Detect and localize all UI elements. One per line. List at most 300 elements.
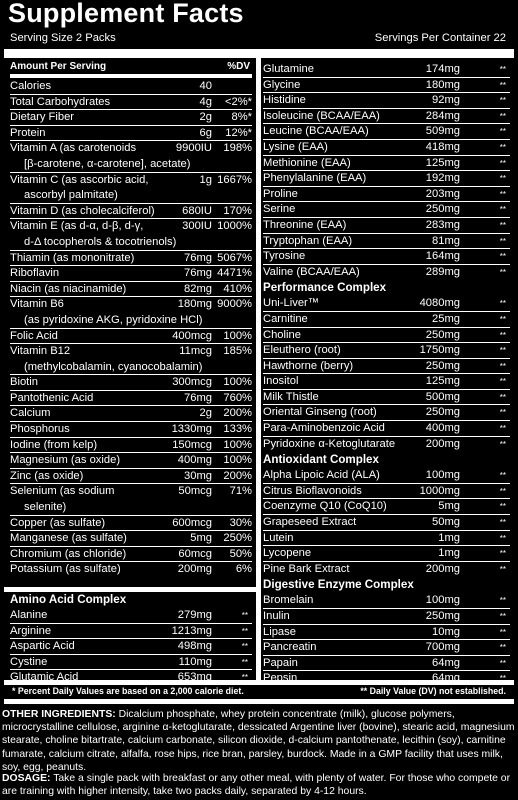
nutrient-name: Glutamic Acid (10, 671, 79, 684)
nutrient-amount: 1330mg (171, 423, 212, 436)
nutrient-amount: 100mg (425, 469, 460, 482)
nutrient-daily-value: ** (241, 626, 248, 636)
nutrient-daily-value: ** (499, 111, 506, 121)
nutrient-row (263, 531, 510, 547)
nutrient-daily-value: ** (499, 252, 506, 262)
nutrient-amount: 64mg (432, 656, 460, 669)
nutrient-amount: 400mg (177, 454, 212, 467)
nutrient-daily-value: 200% (223, 407, 252, 420)
nutrient-name: Copper (as sulfate) (10, 516, 106, 529)
nutrient-name: Papain (263, 656, 298, 669)
nutrient-row (263, 249, 510, 265)
nutrient-daily-value: 5067% (217, 251, 252, 264)
nutrient-name: Uni-Liver™ (263, 297, 319, 310)
nutrient-row (263, 625, 510, 641)
nutrient-amount: 200mg (177, 563, 212, 576)
dosage (2, 772, 516, 798)
nutrient-name: Valine (BCAA/EAA) (263, 265, 360, 278)
nutrient-row (10, 375, 252, 391)
nutrient-name: Riboflavin (10, 267, 60, 280)
nutrient-name-continued: d-Δ tocopherols & tocotrienols) (24, 235, 177, 248)
nutrient-daily-value: 760% (223, 391, 252, 404)
nutrient-amount: 50mcg (178, 485, 212, 498)
antioxidant-list (263, 468, 510, 577)
nutrient-amount: 1000mg (419, 484, 460, 497)
nutrient-amount: 64mg (432, 672, 460, 685)
nutrient-row (10, 79, 252, 95)
nutrient-row (10, 469, 252, 485)
nutrient-name: Citrus Bioflavonoids (263, 484, 362, 497)
nutrient-row (10, 110, 252, 126)
nutrient-daily-value: ** (499, 439, 506, 449)
nutrient-daily-value: 170% (223, 204, 252, 217)
nutrient-name: Grapeseed Extract (263, 516, 357, 529)
nutrient-amount: 2g (199, 111, 212, 124)
nutrient-name: Biotin (10, 376, 38, 389)
nutrient-name: Chromium (as chloride) (10, 547, 127, 560)
antioxidant-section-title: Antioxidant Complex (263, 453, 379, 467)
amount-header (10, 59, 252, 74)
nutrient-row (10, 219, 252, 250)
right-column (263, 62, 510, 687)
nutrient-name: Leucine (BCAA/EAA) (263, 125, 369, 138)
other-ingredients-label: OTHER INGREDIENTS: (2, 709, 116, 720)
nutrient-row (10, 391, 252, 407)
nutrient-amount: 76mg (184, 251, 212, 264)
nutrient-row (10, 204, 252, 220)
nutrient-daily-value: ** (499, 330, 506, 340)
page-title: Supplement Facts (8, 0, 244, 28)
left-column (10, 59, 252, 686)
nutrient-amount: 76mg (184, 391, 212, 404)
footer-divider (4, 699, 514, 704)
nutrient-row (263, 671, 510, 687)
nutrient-row (263, 468, 510, 484)
dv-header-label: %DV (227, 61, 250, 72)
nutrient-name: Magnesium (as oxide) (10, 454, 121, 467)
nutrient-row (10, 344, 252, 375)
nutrient-row (263, 265, 510, 281)
nutrient-name: Inositol (263, 375, 299, 388)
nutrient-name: Alpha Lipoic Acid (ALA) (263, 469, 380, 482)
nutrient-row (263, 234, 510, 250)
nutrient-row (263, 328, 510, 344)
nutrient-amount: 498mg (177, 640, 212, 653)
nutrient-amount: 250mg (425, 610, 460, 622)
nutrient-amount: 92mg (432, 94, 460, 107)
nutrient-row (263, 140, 510, 156)
footnote-percent-dv: * Percent Daily Values are based on a 2,000 calorie diet. (12, 686, 244, 696)
nutrient-daily-value: 6% (235, 563, 252, 576)
nutrient-row (263, 93, 510, 109)
nutrient-name: Isoleucine (BCAA/EAA) (263, 109, 380, 122)
nutrient-name: Protein (10, 126, 46, 139)
performance-section-title: Performance Complex (263, 281, 387, 295)
nutrient-daily-value: ** (499, 174, 506, 184)
nutrient-daily-value: ** (499, 549, 506, 559)
nutrient-daily-value: 100% (223, 329, 252, 342)
nutrient-amount: 1750mg (419, 344, 460, 357)
nutrient-row (263, 187, 510, 203)
nutrient-name: Glycine (263, 78, 301, 91)
nutrient-daily-value: 30% (229, 516, 252, 529)
nutrient-name: Glutamine (263, 63, 314, 75)
nutrient-name: Arginine (10, 624, 52, 637)
nutrient-daily-value: ** (499, 158, 506, 168)
nutrient-row (263, 343, 510, 359)
nutrient-amount: 250mg (425, 359, 460, 372)
nutrient-daily-value: 100% (223, 454, 252, 467)
nutrient-row (263, 218, 510, 234)
enzyme-list (263, 593, 510, 687)
nutrient-name: Proline (263, 187, 298, 200)
nutrient-daily-value: ** (241, 611, 248, 620)
nutrient-row (10, 95, 252, 111)
nutrient-name-continued: [β-carotene, α-carotene], acetate) (24, 157, 191, 170)
nutrient-name: Manganese (as sulfate) (10, 532, 127, 545)
nutrient-row (10, 282, 252, 298)
nutrient-name: Bromelain (263, 594, 314, 607)
nutrient-amount: 500mg (425, 390, 460, 403)
nutrient-daily-value: 71% (229, 485, 252, 498)
nutrient-amount: 11mcg (179, 345, 212, 358)
nutrient-row (10, 453, 252, 469)
nutrient-amount: 300IU (182, 220, 212, 233)
nutrient-row (263, 78, 510, 94)
performance-list (263, 296, 510, 452)
nutrient-amount: 700mg (425, 641, 460, 654)
nutrient-amount: 180mg (425, 78, 460, 91)
nutrient-daily-value: ** (499, 346, 506, 356)
nutrient-amount: 50mg (432, 516, 460, 529)
nutrient-name: Dietary Fiber (10, 111, 75, 124)
nutrient-row (263, 593, 510, 609)
nutrient-name: Cystine (10, 655, 48, 668)
nutrient-name-continued: ascorbyl palmitate) (24, 189, 118, 202)
nutrient-amount: 400mcg (172, 329, 212, 342)
nutrient-row (263, 562, 510, 578)
nutrient-name: Para-Aminobenzoic Acid (263, 422, 385, 435)
nutrient-amount: 76mg (184, 267, 212, 280)
nutrient-name: Tyrosine (263, 250, 306, 263)
nutrient-amount: 150mcg (172, 438, 212, 451)
nutrient-amount: 180mg (177, 298, 212, 311)
nutrient-amount: 81mg (432, 234, 460, 247)
nutrient-name: Hawthorne (berry) (263, 359, 354, 372)
nutrient-daily-value: 12%* (225, 126, 252, 139)
nutrient-row (263, 312, 510, 328)
nutrient-daily-value: ** (499, 392, 506, 402)
nutrient-daily-value: 185% (223, 345, 252, 358)
nutrient-row (263, 656, 510, 672)
amino-divider (4, 587, 256, 592)
nutrient-row (263, 296, 510, 312)
nutrient-amount: 25mg (432, 312, 460, 325)
nutrient-row (263, 421, 510, 437)
amino-list-continued (263, 62, 510, 280)
nutrient-daily-value: ** (499, 612, 506, 621)
dosage-label: DOSAGE: (2, 773, 51, 784)
enzyme-section-title: Digestive Enzyme Complex (263, 578, 414, 592)
nutrient-name: Thiamin (as mononitrate) (10, 251, 135, 264)
nutrient-amount: 100mg (425, 594, 460, 607)
nutrient-name: Potassium (as sulfate) (10, 563, 121, 576)
nutrient-amount: 653mg (177, 671, 212, 684)
nutrient-amount: 250mg (425, 328, 460, 341)
nutrient-daily-value: ** (499, 643, 506, 653)
nutrient-amount: 1mg (438, 547, 460, 560)
nutrient-name: Pyridoxine α-Ketoglutarate (263, 437, 396, 450)
nutrient-name: Histidine (263, 94, 306, 107)
nutrient-name: Pancreatin (263, 641, 317, 654)
section-spacer (10, 578, 252, 587)
amino-section-title: Amino Acid Complex (10, 593, 127, 606)
nutrient-amount: 164mg (425, 250, 460, 263)
nutrient-daily-value: ** (499, 299, 506, 309)
nutrient-row (263, 484, 510, 500)
nutrient-amount: 192mg (425, 172, 460, 185)
nutrient-name: Phenylalanine (EAA) (263, 172, 367, 185)
nutrient-name: Vitamin B12 (10, 345, 71, 358)
nutrient-daily-value: 410% (223, 282, 252, 295)
nutrient-row (263, 359, 510, 375)
nutrient-amount: 30mg (184, 469, 212, 482)
nutrient-row (263, 437, 510, 453)
nutrient-daily-value: ** (499, 205, 506, 215)
nutrient-name: Methionine (EAA) (263, 156, 351, 169)
nutrient-name: Lysine (EAA) (263, 140, 328, 153)
nutrient-daily-value: 9000% (217, 298, 252, 311)
nutrient-daily-value: ** (499, 361, 506, 371)
amount-per-serving-label: Amount Per Serving (10, 61, 107, 72)
nutrient-name: Vitamin C (as ascorbic acid, (10, 173, 149, 186)
nutrient-amount: 174mg (425, 63, 460, 75)
nutrient-daily-value: ** (499, 96, 506, 106)
nutrient-name: Calories (10, 80, 52, 92)
nutrient-row (10, 484, 252, 515)
nutrient-name: Lutein (263, 531, 294, 544)
nutrient-name: Vitamin A (as carotenoids (10, 142, 137, 155)
other-ingredients-text: Dicalcium phosphate, whey protein concentrate (milk), glucose polymers, microcrystalline cellulose, arginine α-ketoglutarate, dessicated Argentine liver (bovine), stearic acid, magnesium stearate, choline bitartrate, calcium carbonate, silicon dioxide, d-calcium pantothenate, lecithin (soy), carnitine fumarate, calcium citrate, alfalfa, rose hips, rice bran, parsley, burdock. Made in a GMP facility that uses milk, soy, egg, peanuts. (2, 709, 515, 773)
nutrient-daily-value: ** (499, 127, 506, 137)
nutrient-amount: 203mg (425, 187, 460, 200)
nutrient-row (263, 499, 510, 515)
nutrient-row (10, 297, 252, 328)
nutrient-row (263, 405, 510, 421)
nutrient-name: Pine Bark Extract (263, 562, 350, 575)
nutrient-amount: 600mcg (172, 516, 212, 529)
top-thick-divider (4, 49, 514, 58)
nutrient-name: Choline (263, 328, 301, 341)
nutrient-daily-value: <2%* (224, 95, 252, 108)
nutrient-row (263, 609, 510, 625)
nutrient-daily-value: ** (499, 627, 506, 637)
nutrient-amount: 10mg (432, 625, 460, 638)
nutrient-amount: 284mg (425, 109, 460, 122)
nutrient-daily-value: ** (499, 377, 506, 387)
nutrient-amount: 125mg (425, 156, 460, 169)
nutrient-row (10, 562, 252, 578)
nutrient-row (10, 655, 252, 671)
nutrient-name: Vitamin B6 (10, 298, 64, 311)
nutrient-name: Selenium (as sodium (10, 485, 115, 498)
nutrient-row (263, 62, 510, 78)
nutrient-name-continued: (as pyridoxine AKG, pyridoxine HCl) (24, 313, 203, 326)
nutrient-amount: 4g (199, 95, 212, 108)
nutrient-name: Coenzyme Q10 (CoQ10) (263, 500, 387, 513)
nutrient-name: Milk Thistle (263, 390, 319, 403)
nutrient-daily-value: ** (499, 267, 506, 277)
nutrient-row (10, 547, 252, 563)
nutrient-amount: 300mcg (172, 376, 212, 389)
nutrient-daily-value: ** (499, 189, 506, 199)
nutrient-amount: 400mg (425, 422, 460, 435)
nutrient-name: Lipase (263, 625, 296, 638)
nutrient-amount: 279mg (177, 609, 212, 621)
nutrient-row (263, 109, 510, 125)
nutrient-name: Serine (263, 203, 296, 216)
nutrient-name: Phosphorus (10, 423, 70, 436)
nutrient-daily-value: 133% (223, 423, 252, 436)
nutrient-amount: 200mg (425, 437, 460, 450)
column-divider (256, 58, 261, 680)
nutrient-daily-value: ** (499, 408, 506, 418)
nutrient-amount: 1213mg (171, 624, 212, 637)
nutrient-amount: 418mg (425, 140, 460, 153)
nutrient-row (10, 266, 252, 282)
nutrient-name: Lycopene (263, 547, 312, 560)
nutrient-name: Vitamin E (as d-α, d-β, d-γ, (10, 220, 144, 233)
nutrient-name-continued: (methylcobalamin, cyanocobalamin) (24, 360, 203, 373)
nutrient-amount: 289mg (425, 265, 460, 278)
nutrient-row (10, 173, 252, 204)
nutrient-name: Alanine (10, 609, 48, 621)
nutrient-name: Calcium (10, 407, 51, 420)
nutrient-amount: 5mg (438, 500, 460, 513)
nutrient-row (10, 422, 252, 438)
nutrient-row (263, 640, 510, 656)
nutrient-row (10, 141, 252, 172)
nutrient-row (263, 202, 510, 218)
nutrient-daily-value: ** (241, 657, 248, 667)
nutrient-amount: 5mg (190, 532, 212, 545)
footnote-dv-not-established: ** Daily Value (DV) not established. (360, 686, 506, 696)
nutrient-amount: 40 (199, 80, 212, 92)
nutrient-name: Total Carbohydrates (10, 95, 111, 108)
nutrient-amount: 250mg (425, 406, 460, 419)
nutrient-daily-value: ** (499, 674, 506, 684)
nutrient-daily-value: 100% (223, 438, 252, 451)
amino-list (10, 608, 252, 686)
nutrient-daily-value: ** (241, 673, 248, 683)
nutrient-name-continued: selenite) (24, 501, 67, 514)
nutrient-row (10, 531, 252, 547)
nutrient-daily-value: 100% (223, 376, 252, 389)
serving-size: Serving Size 2 Packs (10, 32, 116, 44)
nutrient-amount: 6g (199, 126, 212, 139)
nutrient-daily-value: ** (499, 502, 506, 512)
nutrient-name: Zinc (as oxide) (10, 469, 84, 482)
nutrient-row (10, 329, 252, 345)
nutrient-list (10, 79, 252, 578)
nutrient-daily-value: ** (499, 533, 506, 543)
nutrient-row (10, 670, 252, 686)
nutrient-daily-value: ** (499, 236, 506, 246)
nutrient-amount: 1mg (438, 531, 460, 544)
nutrient-daily-value: ** (499, 596, 506, 606)
nutrient-row (10, 438, 252, 454)
nutrient-amount: 680IU (182, 204, 212, 217)
nutrient-daily-value: 50% (229, 547, 252, 560)
nutrient-amount: 82mg (184, 282, 212, 295)
nutrient-row (263, 546, 510, 562)
nutrient-row (10, 251, 252, 267)
nutrient-row (263, 124, 510, 140)
nutrient-daily-value: 1000% (217, 220, 252, 233)
nutrient-daily-value: ** (499, 142, 506, 152)
nutrient-name: Inulin (263, 610, 290, 622)
nutrient-row (10, 516, 252, 532)
nutrient-name: Pepsin (263, 672, 298, 685)
servings-per-container: Servings Per Container 22 (374, 32, 506, 44)
nutrient-row (10, 624, 252, 640)
nutrient-amount: 2g (199, 407, 212, 420)
nutrient-row (10, 608, 252, 624)
nutrient-amount: 1g (199, 173, 212, 186)
dosage-text: Take a single pack with breakfast or any other meal, with plenty of water. For those who compete or are training with higher intensity, take two packs daily, separated by 4-12 hours. (2, 773, 511, 798)
nutrient-daily-value: 4471% (217, 267, 252, 280)
nutrient-name: Pantothenic Acid (10, 391, 94, 404)
nutrient-daily-value: ** (499, 220, 506, 230)
nutrient-row (263, 390, 510, 406)
nutrient-daily-value: ** (499, 424, 506, 434)
nutrient-daily-value: ** (499, 486, 506, 496)
nutrient-amount: 60mcg (178, 547, 212, 560)
nutrient-amount: 4080mg (419, 297, 460, 310)
nutrient-amount: 200mg (425, 562, 460, 575)
nutrient-amount: 250mg (425, 203, 460, 216)
nutrient-amount: 283mg (425, 218, 460, 231)
nutrient-amount: 125mg (425, 375, 460, 388)
nutrient-name: Aspartic Acid (10, 640, 75, 653)
nutrient-daily-value: ** (499, 658, 506, 668)
nutrient-name: Carnitine (263, 312, 308, 325)
nutrient-row (263, 156, 510, 172)
nutrient-name: Iodine (from kelp) (10, 438, 98, 451)
nutrient-name: Folic Acid (10, 329, 58, 342)
nutrient-daily-value: ** (499, 314, 506, 324)
nutrient-name: Niacin (as niacinamide) (10, 282, 127, 295)
nutrient-daily-value: ** (499, 471, 506, 481)
nutrient-daily-value: 1667% (217, 173, 252, 186)
nutrient-row (10, 639, 252, 655)
nutrient-row (263, 374, 510, 390)
nutrient-daily-value: 198% (223, 142, 252, 155)
nutrient-daily-value: 8%* (231, 111, 252, 124)
nutrient-row (263, 515, 510, 531)
nutrient-amount: 509mg (425, 125, 460, 138)
nutrient-row (10, 406, 252, 422)
nutrient-name: Eleuthero (root) (263, 344, 341, 357)
nutrient-daily-value: ** (499, 564, 506, 574)
nutrient-row (10, 126, 252, 142)
nutrient-name: Tryptophan (EAA) (263, 234, 353, 247)
other-ingredients (2, 708, 516, 774)
nutrient-name: Oriental Ginseng (root) (263, 406, 377, 419)
nutrient-daily-value: 200% (223, 469, 252, 482)
nutrient-amount: 110mg (178, 655, 212, 668)
nutrient-daily-value: ** (499, 518, 506, 528)
